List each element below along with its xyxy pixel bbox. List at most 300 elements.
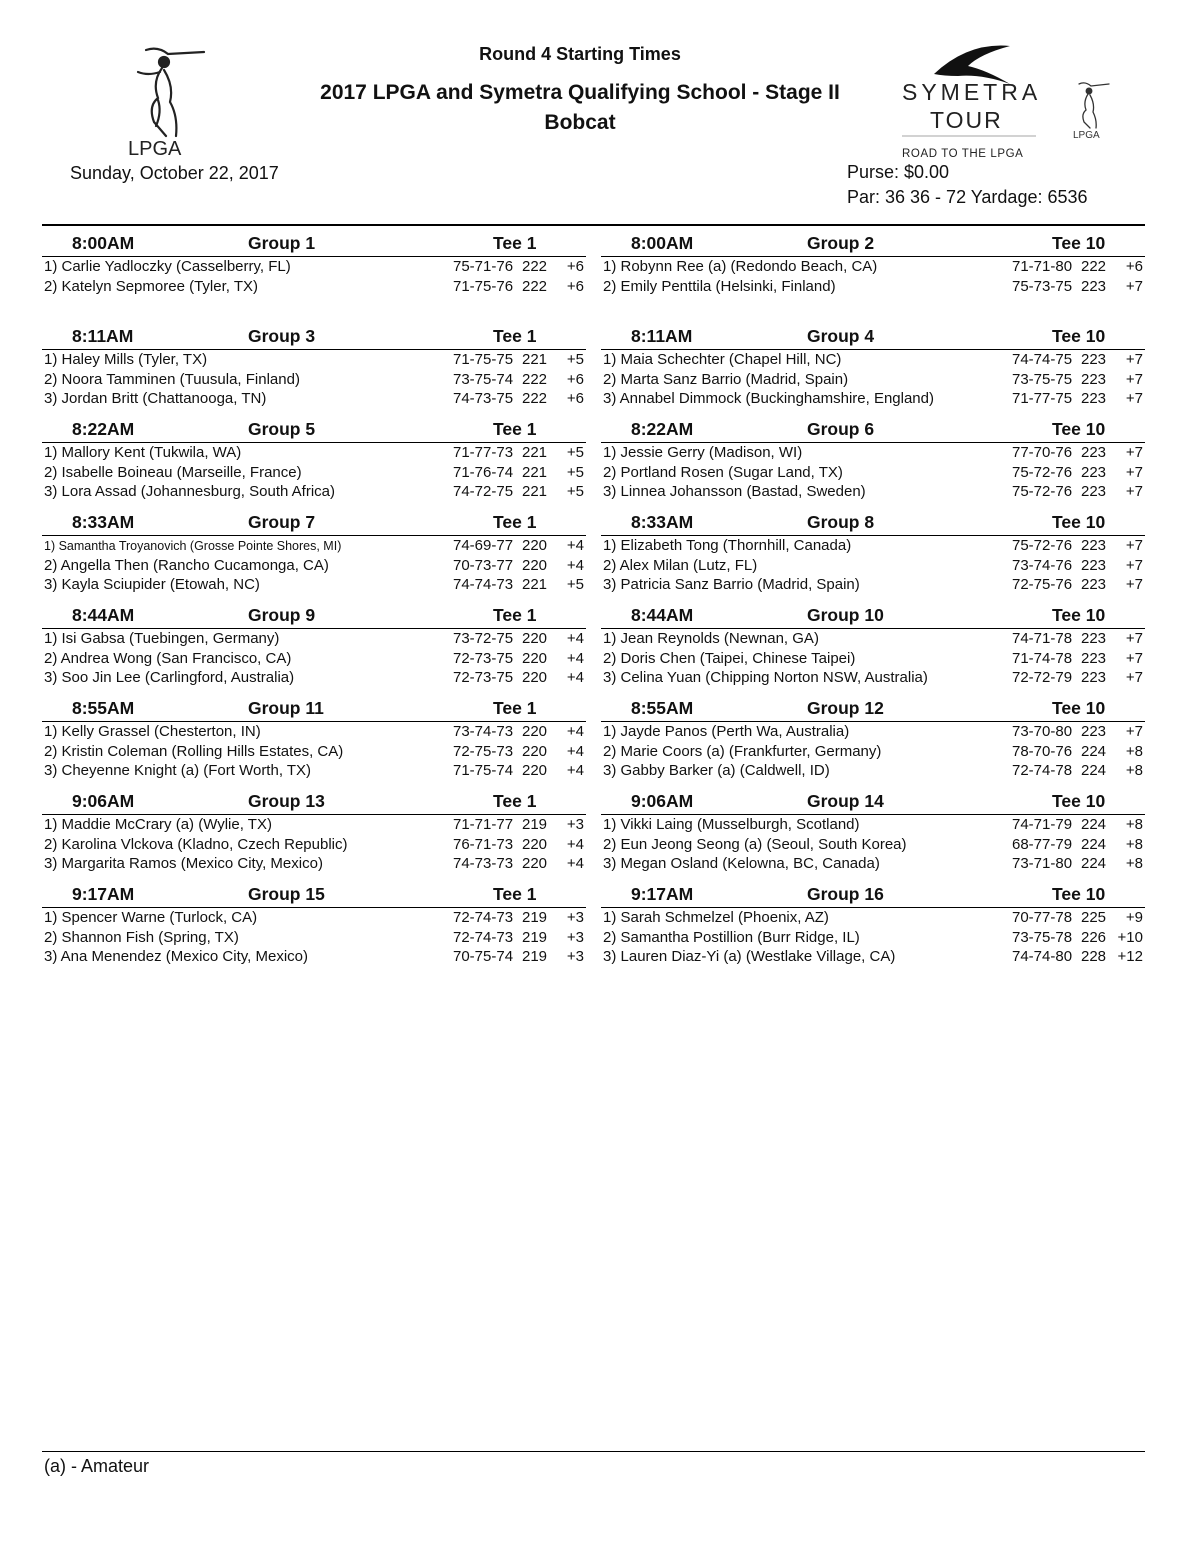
player-row — [42, 947, 586, 967]
player-row — [42, 350, 586, 370]
player-row — [42, 575, 586, 595]
group-number: Group 2 — [807, 233, 875, 253]
group-header — [601, 694, 1145, 722]
round-scores: 68-77-79 — [1012, 835, 1073, 853]
tee-number: Tee 1 — [493, 233, 537, 253]
player-name: 1) Vikki Laing (Musselburgh, Scotland) — [603, 816, 860, 833]
footer-divider — [42, 1451, 1145, 1452]
player-name: 2) Andrea Wong (San Francisco, CA) — [44, 649, 292, 667]
score-to-par: +5 — [566, 351, 584, 368]
tee-number: Tee 10 — [1052, 326, 1106, 346]
player-row — [601, 761, 1145, 781]
player-name: 1) Samantha Troyanovich (Grosse Pointe Shores, MI) — [44, 539, 342, 553]
player-row — [601, 629, 1145, 649]
score-to-par: +3 — [566, 909, 584, 926]
player-name: 2) Emily Penttila (Helsinki, Finland) — [603, 277, 836, 295]
player-name: 2) Doris Chen (Taipei, Chinese Taipei) — [603, 649, 856, 667]
player-row — [42, 629, 586, 649]
group-number: Group 12 — [807, 698, 884, 718]
score-to-par: +8 — [1125, 855, 1143, 873]
player-row — [42, 908, 586, 928]
player-name: 2) Katelyn Sepmoree (Tyler, TX) — [44, 277, 258, 295]
round-scores: 71-77-73 — [453, 444, 514, 461]
svg-text:ROAD TO THE LPGA: ROAD TO THE LPGA — [902, 148, 1024, 160]
score-to-par: +7 — [1125, 630, 1143, 647]
player-row — [42, 443, 586, 463]
player-row — [601, 463, 1145, 483]
tee-group — [42, 322, 586, 409]
score-to-par: +7 — [1125, 537, 1143, 554]
total-score: 224 — [1081, 855, 1107, 873]
player-row — [42, 463, 586, 483]
player-row — [42, 556, 586, 576]
player-row — [601, 947, 1145, 967]
tee-time: 9:06AM — [72, 791, 135, 811]
round-scores: 70-77-78 — [1012, 909, 1073, 926]
round-scores: 73-74-76 — [1012, 556, 1073, 574]
player-row — [601, 556, 1145, 576]
total-score: 219 — [522, 948, 548, 966]
player-row — [601, 389, 1145, 409]
total-score: 220 — [522, 723, 548, 740]
tee-time: 8:00AM — [631, 233, 694, 253]
total-score: 221 — [522, 463, 548, 481]
round-scores: 74-73-75 — [453, 390, 514, 408]
tee-time: 8:55AM — [72, 698, 135, 718]
player-row — [601, 443, 1145, 463]
total-score: 220 — [522, 669, 548, 687]
round-scores: 74-72-75 — [453, 483, 514, 501]
player-name: 2) Samantha Postillion (Burr Ridge, IL) — [603, 928, 860, 946]
par-yardage: Par: 36 36 - 72 Yardage: 6536 — [847, 187, 1088, 207]
player-name: 2) Alex Milan (Lutz, FL) — [603, 556, 758, 574]
player-row — [601, 257, 1145, 277]
svg-text:SYMETRA: SYMETRA — [902, 79, 1042, 105]
round-scores: 75-72-76 — [1012, 483, 1073, 501]
group-header — [42, 787, 586, 815]
player-name: 3) Ana Menendez (Mexico City, Mexico) — [44, 948, 308, 966]
group-number: Group 13 — [248, 791, 325, 811]
tee-number: Tee 1 — [493, 419, 537, 439]
total-score: 223 — [1081, 390, 1107, 408]
player-name: 1) Jayde Panos (Perth Wa, Australia) — [603, 723, 850, 740]
player-row — [601, 835, 1145, 855]
player-name: 3) Lora Assad (Johannesburg, South Africa) — [44, 483, 336, 501]
round-scores: 73-71-80 — [1012, 855, 1073, 873]
tee-time: 8:44AM — [631, 605, 694, 625]
event-date: Sunday, October 22, 2017 — [70, 163, 279, 183]
group-header — [42, 508, 586, 536]
group-number: Group 11 — [248, 698, 324, 718]
round-scores: 74-69-77 — [453, 537, 514, 554]
tee-number: Tee 10 — [1052, 233, 1106, 253]
tee-time: 9:17AM — [72, 884, 135, 904]
score-to-par: +3 — [566, 816, 584, 833]
round-scores: 72-74-73 — [453, 928, 514, 946]
player-row — [42, 742, 586, 762]
total-score: 222 — [522, 370, 548, 388]
group-number: Group 4 — [807, 326, 875, 346]
group-header — [601, 322, 1145, 350]
total-score: 220 — [522, 556, 548, 574]
player-name: 1) Spencer Warne (Turlock, CA) — [44, 909, 258, 926]
round-scores: 71-75-76 — [453, 277, 514, 295]
round-scores: 75-72-76 — [1012, 463, 1073, 481]
score-to-par: +4 — [566, 649, 584, 667]
player-name: 3) Jordan Britt (Chattanooga, TN) — [44, 390, 267, 408]
player-name: 1) Sarah Schmelzel (Phoenix, AZ) — [603, 909, 829, 926]
round-scores: 71-76-74 — [453, 463, 514, 481]
tee-group — [601, 880, 1145, 967]
player-name: 2) Eun Jeong Seong (a) (Seoul, South Korea) — [603, 835, 907, 853]
player-row — [42, 649, 586, 669]
total-score: 224 — [1081, 762, 1107, 780]
tee-time: 8:33AM — [631, 512, 694, 532]
group-number: Group 10 — [807, 605, 884, 625]
player-row — [42, 482, 586, 502]
score-to-par: +7 — [1125, 463, 1143, 481]
player-name: 1) Haley Mills (Tyler, TX) — [44, 351, 208, 368]
player-row — [42, 815, 586, 835]
player-name: 3) Celina Yuan (Chipping Norton NSW, Australia) — [603, 669, 928, 687]
tee-number: Tee 1 — [493, 326, 537, 346]
player-name: 1) Mallory Kent (Tukwila, WA) — [44, 444, 242, 461]
round-scores: 71-75-75 — [453, 351, 514, 368]
total-score: 220 — [522, 855, 548, 873]
score-to-par: +8 — [1125, 762, 1143, 780]
total-score: 226 — [1081, 928, 1107, 946]
total-score: 223 — [1081, 483, 1107, 501]
total-score: 222 — [522, 258, 548, 275]
player-name: 1) Isi Gabsa (Tuebingen, Germany) — [44, 630, 280, 647]
group-number: Group 9 — [248, 605, 316, 625]
player-row — [601, 815, 1145, 835]
total-score: 220 — [522, 649, 548, 667]
total-score: 223 — [1081, 723, 1107, 740]
score-to-par: +4 — [566, 537, 584, 554]
player-name: 3) Lauren Diaz-Yi (a) (Westlake Village, CA) — [603, 948, 896, 966]
player-name: 3) Cheyenne Knight (a) (Fort Worth, TX) — [44, 762, 312, 780]
score-to-par: +5 — [566, 444, 584, 461]
tee-time: 8:00AM — [72, 233, 135, 253]
score-to-par: +6 — [566, 277, 584, 295]
score-to-par: +7 — [1125, 483, 1143, 501]
player-name: 1) Kelly Grassel (Chesterton, IN) — [44, 723, 261, 740]
group-header — [601, 787, 1145, 815]
tee-number: Tee 1 — [493, 884, 537, 904]
group-number: Group 1 — [248, 233, 316, 253]
tee-number: Tee 10 — [1052, 698, 1106, 718]
tee-number: Tee 1 — [493, 791, 537, 811]
player-name: 1) Jessie Gerry (Madison, WI) — [603, 444, 803, 461]
group-number: Group 3 — [248, 326, 316, 346]
score-to-par: +8 — [1125, 835, 1143, 853]
score-to-par: +8 — [1125, 742, 1143, 760]
player-row — [42, 389, 586, 409]
round-scores: 75-71-76 — [453, 258, 514, 275]
score-to-par: +7 — [1125, 390, 1143, 408]
player-row — [601, 575, 1145, 595]
score-to-par: +7 — [1125, 370, 1143, 388]
player-name: 2) Karolina Vlckova (Kladno, Czech Republic) — [44, 835, 348, 853]
player-name: 2) Marie Coors (a) (Frankfurter, Germany) — [603, 742, 882, 760]
round-scores: 72-75-76 — [1012, 576, 1073, 594]
total-score: 219 — [522, 816, 548, 833]
score-to-par: +7 — [1125, 723, 1143, 740]
round-scores: 75-73-75 — [1012, 277, 1073, 295]
round-scores: 71-75-74 — [453, 762, 514, 780]
score-to-par: +7 — [1125, 444, 1143, 461]
player-name: 1) Robynn Ree (a) (Redondo Beach, CA) — [603, 258, 878, 275]
player-name: 1) Maddie McCrary (a) (Wylie, TX) — [44, 816, 272, 833]
player-name: 2) Angella Then (Rancho Cucamonga, CA) — [44, 556, 329, 574]
player-name: 2) Marta Sanz Barrio (Madrid, Spain) — [603, 370, 849, 388]
tee-number: Tee 10 — [1052, 884, 1106, 904]
tee-group — [42, 694, 586, 781]
tee-group — [601, 787, 1145, 874]
score-to-par: +5 — [566, 483, 584, 501]
tee-number: Tee 10 — [1052, 791, 1106, 811]
player-row — [42, 668, 586, 688]
player-row — [42, 536, 586, 556]
score-to-par: +5 — [566, 576, 584, 594]
player-row — [42, 761, 586, 781]
score-to-par: +4 — [566, 630, 584, 647]
group-header — [42, 694, 586, 722]
score-to-par: +7 — [1125, 351, 1143, 368]
tee-number: Tee 1 — [493, 698, 537, 718]
player-name: 3) Patricia Sanz Barrio (Madrid, Spain) — [603, 576, 860, 594]
score-to-par: +4 — [566, 669, 584, 687]
total-score: 224 — [1081, 742, 1107, 760]
score-to-par: +7 — [1125, 669, 1143, 687]
round-scores: 72-74-78 — [1012, 762, 1073, 780]
group-number: Group 5 — [248, 419, 316, 439]
svg-text:TOUR: TOUR — [930, 107, 1003, 133]
player-name: 3) Soo Jin Lee (Carlingford, Australia) — [44, 669, 295, 687]
player-name: 3) Margarita Ramos (Mexico City, Mexico) — [44, 855, 323, 873]
round-scores: 75-72-76 — [1012, 537, 1073, 554]
score-to-par: +5 — [566, 463, 584, 481]
score-to-par: +7 — [1125, 576, 1143, 594]
group-header — [42, 415, 586, 443]
tee-number: Tee 10 — [1052, 605, 1106, 625]
total-score: 222 — [1081, 258, 1107, 275]
player-row — [601, 668, 1145, 688]
tee-group — [42, 415, 586, 502]
round-scores: 73-70-80 — [1012, 723, 1073, 740]
total-score: 223 — [1081, 576, 1107, 594]
player-row — [42, 257, 586, 277]
total-score: 221 — [522, 576, 548, 594]
total-score: 221 — [522, 444, 548, 461]
total-score: 220 — [522, 630, 548, 647]
score-to-par: +6 — [566, 390, 584, 408]
total-score: 223 — [1081, 537, 1107, 554]
round-scores: 73-72-75 — [453, 630, 514, 647]
course-name: Bobcat — [544, 111, 616, 134]
svg-text:LPGA: LPGA — [128, 138, 182, 160]
score-to-par: +4 — [566, 835, 584, 853]
player-name: 1) Elizabeth Tong (Thornhill, Canada) — [603, 537, 852, 554]
score-to-par: +9 — [1125, 909, 1143, 926]
player-name: 1) Jean Reynolds (Newnan, GA) — [603, 630, 819, 647]
round-scores: 77-70-76 — [1012, 444, 1073, 461]
tee-time: 9:06AM — [631, 791, 694, 811]
total-score: 221 — [522, 351, 548, 368]
player-name: 2) Portland Rosen (Sugar Land, TX) — [603, 463, 843, 481]
player-name: 3) Gabby Barker (a) (Caldwell, ID) — [603, 762, 830, 780]
total-score: 223 — [1081, 463, 1107, 481]
player-row — [601, 536, 1145, 556]
score-to-par: +12 — [1117, 948, 1143, 966]
player-row — [42, 854, 586, 874]
score-to-par: +10 — [1117, 928, 1143, 946]
tee-time: 8:22AM — [72, 419, 135, 439]
round-scores: 73-75-75 — [1012, 370, 1073, 388]
score-to-par: +8 — [1125, 816, 1143, 833]
score-to-par: +4 — [566, 723, 584, 740]
round-scores: 70-73-77 — [453, 556, 514, 574]
round-scores: 74-74-80 — [1012, 948, 1073, 966]
purse: Purse: $0.00 — [847, 162, 950, 182]
round-scores: 74-71-79 — [1012, 816, 1073, 833]
tee-time: 8:55AM — [631, 698, 694, 718]
group-header — [42, 229, 586, 257]
total-score: 223 — [1081, 370, 1107, 388]
player-row — [42, 277, 586, 297]
player-row — [42, 722, 586, 742]
tee-time: 8:22AM — [631, 419, 694, 439]
score-to-par: +7 — [1125, 556, 1143, 574]
round-scores: 74-74-75 — [1012, 351, 1073, 368]
group-header — [601, 508, 1145, 536]
total-score: 223 — [1081, 649, 1107, 667]
score-to-par: +7 — [1125, 277, 1143, 295]
round-scores: 72-75-73 — [453, 742, 514, 760]
player-row — [42, 928, 586, 948]
score-to-par: +3 — [566, 948, 584, 966]
total-score: 223 — [1081, 630, 1107, 647]
tee-time: 8:33AM — [72, 512, 135, 532]
player-row — [601, 277, 1145, 297]
group-header — [601, 601, 1145, 629]
total-score: 228 — [1081, 948, 1107, 966]
tee-group — [42, 601, 586, 688]
total-score: 220 — [522, 742, 548, 760]
total-score: 223 — [1081, 669, 1107, 687]
group-number: Group 14 — [807, 791, 884, 811]
round-scores: 73-75-78 — [1012, 928, 1073, 946]
round-scores: 71-74-78 — [1012, 649, 1073, 667]
total-score: 222 — [522, 390, 548, 408]
round-scores: 73-75-74 — [453, 370, 514, 388]
total-score: 220 — [522, 537, 548, 554]
player-name: 2) Shannon Fish (Spring, TX) — [44, 928, 239, 946]
score-to-par: +6 — [566, 370, 584, 388]
group-number: Group 8 — [807, 512, 875, 532]
tee-group — [42, 229, 586, 296]
tee-number: Tee 10 — [1052, 419, 1106, 439]
page-title: 2017 LPGA and Symetra Qualifying School - Stage II — [320, 81, 840, 104]
amateur-legend: (a) - Amateur — [44, 1456, 150, 1476]
round-scores: 71-77-75 — [1012, 390, 1073, 408]
tee-time: 8:44AM — [72, 605, 135, 625]
tee-group — [42, 880, 586, 967]
score-to-par: +4 — [566, 742, 584, 760]
round-scores: 72-72-79 — [1012, 669, 1073, 687]
tee-number: Tee 10 — [1052, 512, 1106, 532]
group-header — [601, 415, 1145, 443]
group-number: Group 16 — [807, 884, 884, 904]
player-name: 2) Noora Tamminen (Tuusula, Finland) — [44, 370, 300, 388]
group-number: Group 15 — [248, 884, 325, 904]
player-row — [42, 370, 586, 390]
tee-number: Tee 1 — [493, 512, 537, 532]
group-header — [601, 229, 1145, 257]
player-row — [601, 482, 1145, 502]
total-score: 224 — [1081, 816, 1107, 833]
round-scores: 70-75-74 — [453, 948, 514, 966]
group-number: Group 6 — [807, 419, 875, 439]
total-score: 219 — [522, 928, 548, 946]
player-row — [601, 350, 1145, 370]
round-scores: 71-71-77 — [453, 816, 514, 833]
round-scores: 72-73-75 — [453, 649, 514, 667]
header-divider — [42, 224, 1145, 226]
tee-group — [42, 787, 586, 874]
player-row — [601, 742, 1145, 762]
tee-time: 8:11AM — [72, 326, 134, 346]
player-name: 3) Annabel Dimmock (Buckinghamshire, England) — [603, 390, 934, 408]
player-row — [601, 722, 1145, 742]
group-header — [42, 322, 586, 350]
tee-group — [42, 508, 586, 595]
tee-group — [601, 415, 1145, 502]
group-header — [42, 601, 586, 629]
group-header — [42, 880, 586, 908]
round-scores: 74-71-78 — [1012, 630, 1073, 647]
tee-group — [601, 322, 1145, 409]
svg-text:LPGA: LPGA — [1073, 130, 1100, 140]
report-subtitle: Round 4 Starting Times — [479, 44, 681, 64]
score-to-par: +3 — [566, 928, 584, 946]
total-score: 223 — [1081, 351, 1107, 368]
player-name: 2) Kristin Coleman (Rolling Hills Estates, CA) — [44, 742, 344, 760]
player-row — [601, 908, 1145, 928]
total-score: 219 — [522, 909, 548, 926]
score-to-par: +7 — [1125, 649, 1143, 667]
tee-group — [601, 229, 1145, 296]
total-score: 223 — [1081, 556, 1107, 574]
score-to-par: +4 — [566, 855, 584, 873]
score-to-par: +6 — [566, 258, 584, 275]
round-scores: 74-74-73 — [453, 576, 514, 594]
group-header — [601, 880, 1145, 908]
round-scores: 76-71-73 — [453, 835, 514, 853]
tee-group — [601, 601, 1145, 688]
player-name: 1) Maia Schechter (Chapel Hill, NC) — [603, 351, 842, 368]
tee-group — [601, 508, 1145, 595]
round-scores: 78-70-76 — [1012, 742, 1073, 760]
tee-time: 9:17AM — [631, 884, 694, 904]
score-to-par: +6 — [1125, 258, 1143, 275]
player-name: 3) Linnea Johansson (Bastad, Sweden) — [603, 483, 866, 501]
round-scores: 72-73-75 — [453, 669, 514, 687]
total-score: 220 — [522, 762, 548, 780]
group-number: Group 7 — [248, 512, 316, 532]
player-name: 3) Megan Osland (Kelowna, BC, Canada) — [603, 855, 880, 873]
